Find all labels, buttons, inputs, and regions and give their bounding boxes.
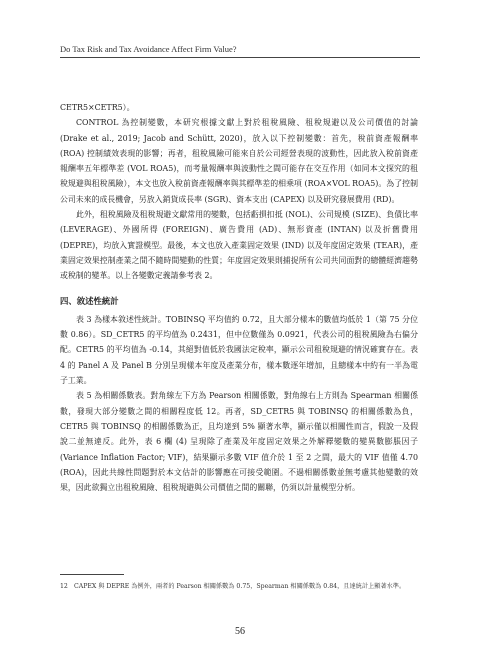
- paragraph: 表 3 為樣本敘述性統計。TOBINSQ 平均值約 0.72，且大部分樣本的數值均低於 1（第 75 分位數 0.86）。SD_CETR5 的平均值為 0.2431，但中位數僅為 0.0921，代表公司的租稅風險為右偏分配。CETR5 的平均值為 -0.14，其絕對值低於我國法定稅率，顯示公司租稅規避的情況確實存在。表 4 的 Panel A 及 Panel B 分別呈現樣本年度及產業分布，樣本數逐年增加，且總樣本中約有一半為電子工業。: [60, 314, 418, 386]
- paragraph: CETR5×CETR5）。: [60, 103, 135, 112]
- header-rule: [60, 57, 420, 58]
- paragraph: 此外，租稅風險及租稅規避文獻常用的變數，包括虧損扣抵 (NOL)、公司規模 (SIZE)、負債比率 (LEVERAGE)、外國所得 (FOREIGN)、廣告費用 (AD)、無形資產 (INTAN) 以及折舊費用 (DEPRE)，均放入實證模型。最後，本文也放入產業固定效果 (IND) 以及年度固定效果 (TEAR)，產業固定效果控制產業之間不隨時間變動的性質；年度固定效果則捕捉所有公司共同面對的總體經濟趨勢或稅制的變革。以上各變數定義請參考表 2。: [60, 210, 418, 281]
- running-header: Do Tax Risk and Tax Avoidance Affect Firm Value?: [60, 44, 237, 54]
- body-text: [60, 100, 418, 495]
- footnote-rule: [60, 574, 124, 575]
- footnote-number: 12: [60, 583, 68, 590]
- page-number: 56: [235, 626, 245, 637]
- paragraph: CONTROL 為控制變數，本研究根據文獻上對於租稅風險、租稅規避以及公司價值的討論 (Drake et al., 2019; Jacob and Schütt, 2020)，放入以下控制變數：首先，稅前資產報酬率 (ROA) 控制績效表現的影響；再者，租稅風險可能來自於公司經營表現的波動性，因此放入稅前資產報酬率五年標準差 (VOL ROA5)，而考量報酬率與波動性之間可能存在交互作用（如同本文探究的租稅規避與租稅風險），本文也放入稅前資產報酬率與其標準差的相乘項 (ROA×VOL ROA5)。為了控制公司未來的成長機會，另放入銷貨成長率 (SGR)、資本支出 (CAPEX) 以及研究發展費用 (RD)。: [60, 118, 418, 204]
- paragraph: 表 5 為相關係數表。對角線左下方為 Pearson 相關係數，對角線右上方則為 Spearman 相關係數，發現大部分變數之間的相關程度低 12。再者，SD_CETR5 與 TOBINSQ 的相關係數為負，CETR5 與 TOBINSQ 的相關係數為正，且均達到 5% 顯著水準，顯示僅以相關性而言，假說一及假說二並無違反。此外，表 6 欄 (4) 呈現除了產業及年度固定效果之外解釋變數的變異數膨脹因子 (Variance Inflation Factor; VIF)，結果顯示多數 VIF 值介於 1 至 2 之間，最大的 VIF 值僅 4.70 (ROA)，因此共線性問題對於本文估計的影響應在可接受範圍。不過相關係數並無考慮其他變數的效果，因此欲獨立出租稅風險、租稅規避與公司價值之間的關聯，仍須以計量模型分析。: [60, 391, 418, 493]
- section-heading: 四、敘述性統計: [60, 295, 119, 306]
- footnote: [60, 581, 418, 593]
- footnote-text: CAPEX 與 DEPRE 為例外，兩者的 Pearson 相關係數為 0.75，Spearman 相關係數為 0.84，且達統計上顯著水準。: [74, 583, 406, 590]
